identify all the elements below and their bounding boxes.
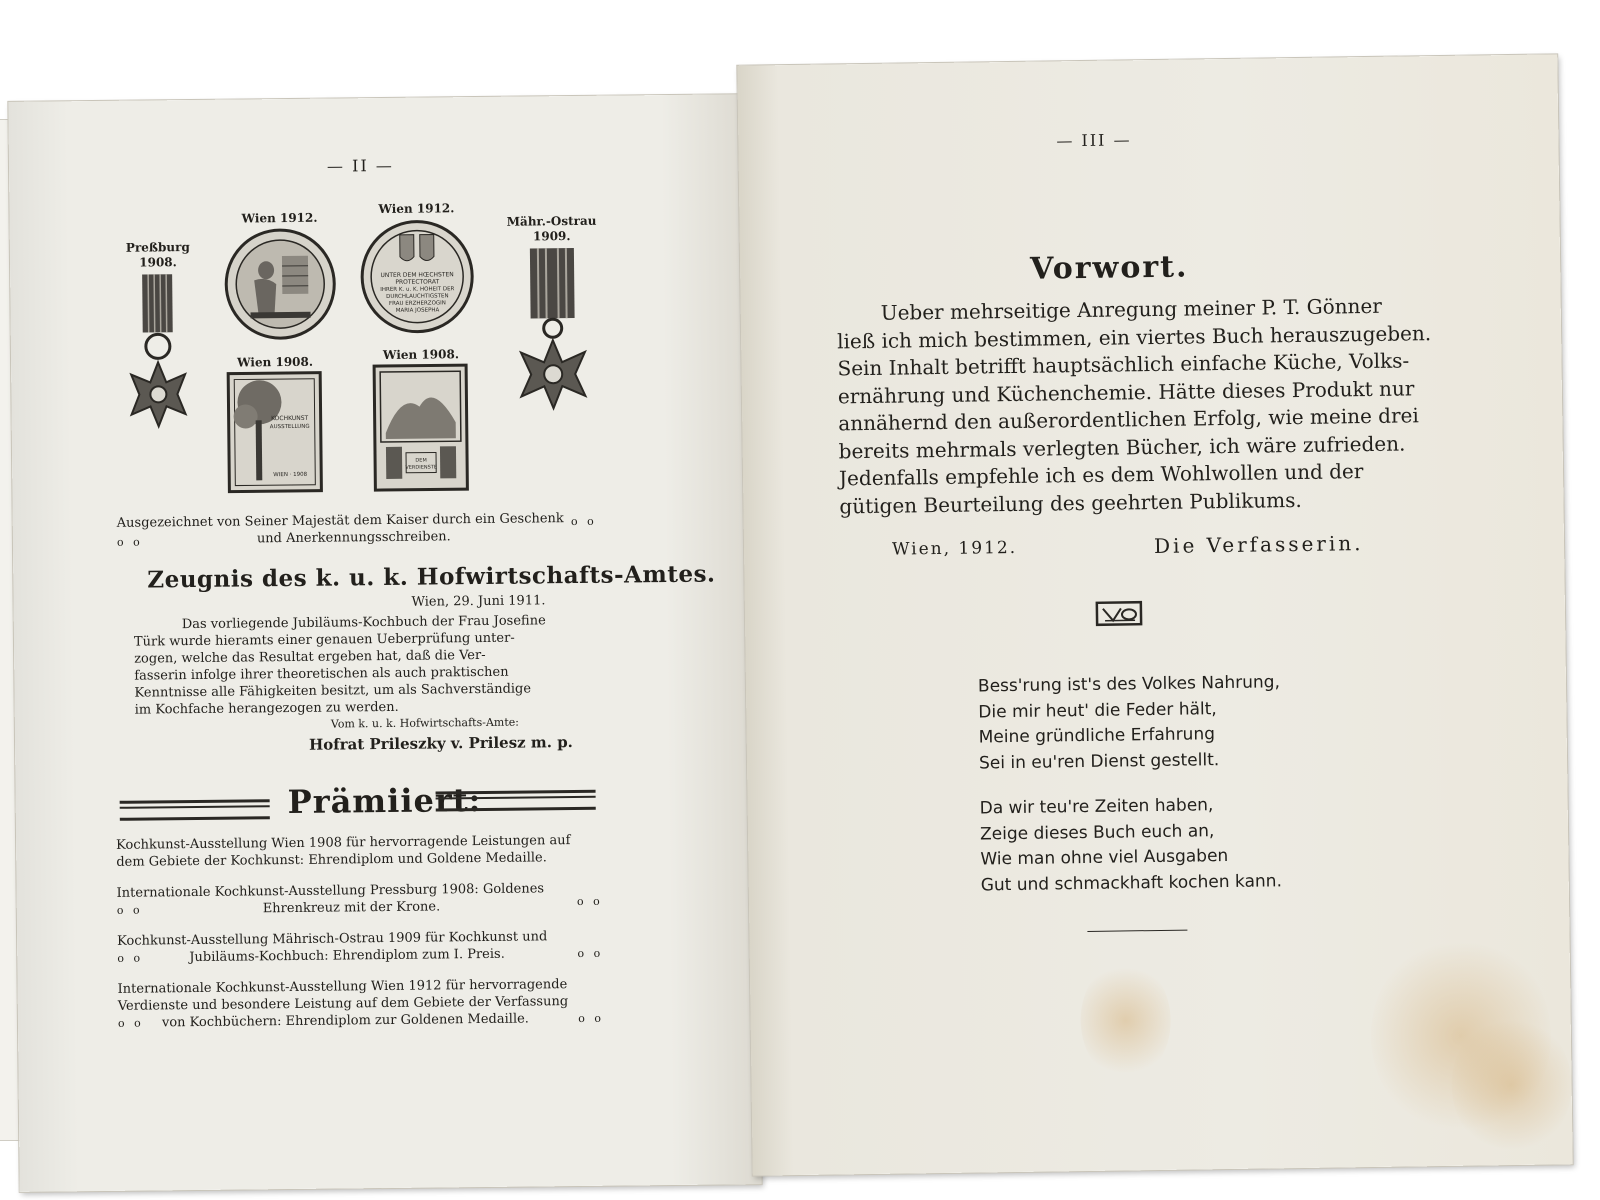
medal-inscription-line: FRAU ERZHERZOGIN: [388, 300, 446, 307]
award-line: Internationale Kochkunst-Ausstellung Wien 1912 für hervorragende: [117, 977, 568, 997]
award-note-line: Ausgezeichnet von Seiner Majestät dem Kaiser durch ein Geschenk: [116, 511, 564, 531]
award-line: von Kochbüchern: Ehrendiplom zur Goldenen Medaille.: [161, 1011, 529, 1031]
medal-inscription-line: UNTER DEM HŒCHSTEN: [380, 271, 454, 280]
award-item: [117, 928, 603, 967]
heading-rule-right: [436, 790, 596, 812]
foreword-line: ernährung und Küchenchemie. Hätte dieses Produkt nur: [837, 375, 1415, 408]
testimonial-line: Türk wurde hieramts einer genauen Ueberprüfung unter-: [133, 630, 515, 650]
page-number-left: — II —: [326, 155, 394, 176]
age-stain: [1080, 960, 1172, 1081]
foreword-line: Sein Inhalt betrifft hauptsächlich einfache Küche, Volks-: [837, 348, 1410, 381]
ornament-marks: o o: [576, 894, 603, 909]
diploma-inscription-line: DEM: [415, 457, 427, 464]
diploma-inscription-line: WIEN · 1908: [273, 471, 308, 479]
cross-medal-icon: [504, 244, 602, 415]
testimonial-line: zogen, welche das Resultat ergeben hat, daß die Ver-: [134, 647, 486, 667]
left-page: [8, 94, 761, 1192]
ornament-marks: o o: [570, 514, 597, 529]
page-number-right: — III —: [1056, 130, 1132, 151]
foreword-line: annähernd den außerordentlichen Erfolg, wie meine drei: [838, 403, 1419, 436]
medal-inscription-line: MARIA JOSEPHA: [395, 307, 440, 314]
cross-medal-icon: [118, 270, 200, 431]
award-line: Ehrenkreuz mit der Krone.: [262, 899, 441, 917]
award-item: [116, 832, 602, 871]
foreword-place-date: Wien, 1912.: [891, 537, 1018, 560]
testimonial-signature: Hofrat Prileszky v. Prilesz m. p.: [308, 733, 573, 754]
poem-line: Wie man ohne viel Ausgaben: [980, 846, 1229, 870]
testimonial-title: Zeugnis des k. u. k. Hofwirtschafts-Amtes.: [147, 560, 716, 594]
ornament-marks: o o: [577, 946, 604, 961]
diploma-icon: [371, 362, 472, 493]
medal-caption: Preßburg 1908.: [125, 240, 190, 270]
testimonial-body: [134, 612, 575, 759]
poem: [978, 670, 1283, 898]
medal-caption: Wien 1912.: [378, 201, 455, 217]
medal-wien-1912-b: [355, 201, 478, 339]
foreword-line: Ueber mehrseitige Anregung meiner P. T. Gönner: [880, 293, 1382, 325]
foreword-line: bereits mehrmals verlegten Bücher, ich wäre zufrieden.: [838, 430, 1406, 463]
ornament-marks: o o: [117, 951, 144, 965]
award-line: dem Gebiete der Kochkunst: Ehrendiplom und Goldene Medaille.: [116, 850, 547, 870]
age-stain: [1451, 1014, 1573, 1156]
poem-line: Sei in eu'ren Dienst gestellt.: [978, 749, 1220, 773]
award-line: Internationale Kochkunst-Ausstellung Pressburg 1908: Goldenes: [116, 881, 545, 901]
testimonial-date: Wien, 29. Juni 1911.: [411, 593, 546, 610]
foreword-line: Jedenfalls empfehle ich es dem Wohlwollen und der: [838, 459, 1364, 491]
poem-line: Gut und schmackhaft kochen kann.: [980, 870, 1283, 895]
poem-line: Zeige dieses Buch euch an,: [979, 820, 1215, 844]
medal-inscription-line: PROTECTORAT: [395, 278, 440, 286]
medal-maehr-ostrau: [504, 214, 602, 419]
poem-line: Da wir teu're Zeiten haben,: [979, 795, 1214, 819]
testimonial-line: fasserin infolge ihrer theoretischen als auch praktischen: [134, 664, 509, 684]
award-note: [117, 510, 597, 549]
foreword-title: Vorwort.: [1029, 249, 1189, 287]
round-medal-icon: [220, 225, 341, 344]
poem-line: Meine gründliche Erfahrung: [978, 724, 1216, 748]
foreword-body: [836, 293, 1432, 521]
medal-caption: Mähr.-Ostrau 1909.: [506, 213, 597, 244]
award-line: Kochkunst-Ausstellung Mährisch-Ostrau 1909 für Kochkunst und: [117, 929, 548, 949]
ornament-marks: o o: [117, 1016, 144, 1030]
poem-stanza: [978, 670, 1281, 776]
heading-rule-left: [120, 799, 270, 821]
awards-list: [116, 832, 604, 1032]
award-line: Verdienste und besondere Leistung auf dem Gebiete der Verfassung: [117, 994, 569, 1014]
foreword-line: ließ ich mich bestimmen, ein viertes Buch herauszugeben.: [836, 320, 1432, 353]
round-medal-icon: [356, 216, 479, 335]
medal-caption: Wien 1912.: [241, 210, 318, 226]
ornament-marks: o o: [116, 903, 143, 917]
diploma-inscription-line: VERDIENSTE: [405, 464, 438, 471]
diploma-wien-1908-b: [371, 347, 473, 497]
poem-line: Die mir heut' die Feder hält,: [978, 698, 1217, 722]
medal-caption: Wien 1908.: [237, 354, 314, 370]
testimonial-line: im Kochfache herangezogen zu werden.: [134, 699, 399, 718]
award-note-line: und Anerkennungsschreiben.: [256, 529, 451, 547]
poem-stanza: [980, 792, 1283, 898]
award-item: [117, 880, 603, 919]
testimonial-line: Kenntnisse alle Fähigkeiten besitzt, um als Sachverständige: [134, 681, 532, 701]
award-line: Jubiläums-Kochbuch: Ehrendiplom zum I. Preis.: [189, 946, 505, 966]
poem-line: Bess'rung ist's des Volkes Nahrung,: [977, 672, 1281, 697]
testimonial-from: Vom k. u. k. Hofwirtschafts-Amte:: [330, 715, 519, 731]
diploma-icon: [225, 370, 326, 495]
ornament-marks: o o: [578, 1011, 605, 1025]
foreword-author: Die Verfasserin.: [1153, 531, 1364, 559]
medal-caption: Wien 1908.: [382, 347, 460, 363]
testimonial-line: Das vorliegende Jubiläums-Kochbuch der Frau Josefine: [181, 613, 546, 633]
foreword-line: gütigen Beurteilung des geehrten Publikums.: [839, 487, 1302, 518]
diploma-inscription-line: AUSSTELLUNG: [269, 423, 310, 431]
end-rule: [1087, 930, 1187, 932]
medal-inscription-line: IHRER K. u. K. HOHEIT DER: [380, 286, 455, 294]
awards-heading: Prämiiert:: [287, 781, 482, 822]
ornament-icon: [1095, 600, 1143, 627]
diploma-wien-1908-a: [225, 355, 326, 499]
medal-wien-1912-a: [219, 210, 340, 348]
ornament-marks: o o: [116, 535, 143, 549]
medal-inscription-line: DURCHLAUCHTIGSTEN: [386, 293, 449, 300]
diploma-inscription-line: KOCHKUNST: [271, 414, 309, 423]
award-line: Kochkunst-Ausstellung Wien 1908 für hervorragende Leistungen auf: [116, 833, 571, 853]
medal-pressburg: [118, 240, 200, 435]
award-item: [118, 976, 605, 1032]
right-page: [737, 54, 1572, 1175]
